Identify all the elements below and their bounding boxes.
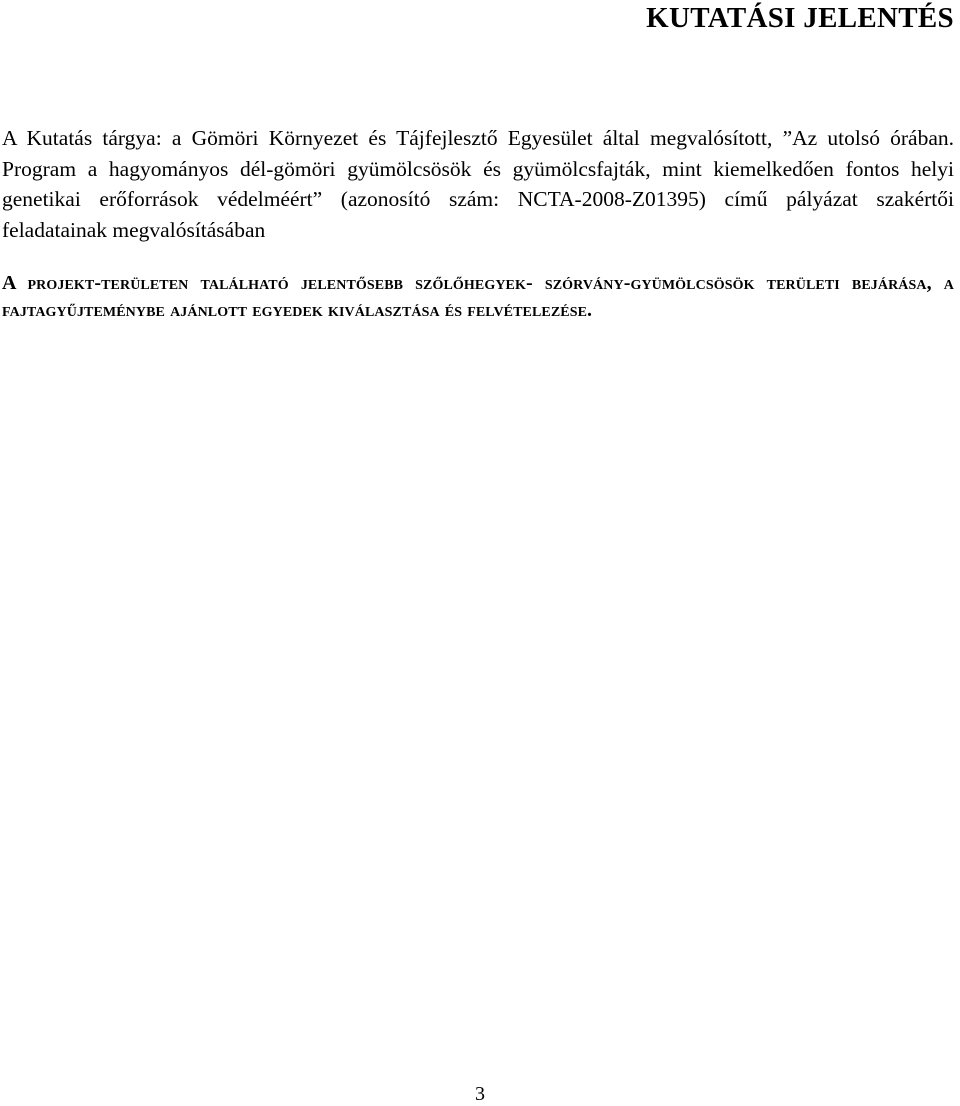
section-heading: A projekt-területen található jelentősebb szőlőhegyek- szórvány-gyümölcsösök területi bejárása, a fajtagyűjteménybe ajánlott egyedek kiválasztása és felvételezése.	[2, 272, 954, 321]
page-number: 3	[475, 1083, 485, 1105]
intro-paragraph: A Kutatás tárgya: a Gömöri Környezet és Tájfejlesztő Egyesület által megvalósított, ”Az utolsó órában. Program a hagyományos dél-gömöri gyümölcsösök és gyümölcsfajták, mint kiemelkedően fontos helyi genetikai erőforrások védelméért” (azonosító szám: NCTA-2008-Z01395) című pályázat szakértői feladatainak megvalósításában	[2, 126, 954, 242]
document-title: KUTATÁSI JELENTÉS	[646, 2, 954, 34]
